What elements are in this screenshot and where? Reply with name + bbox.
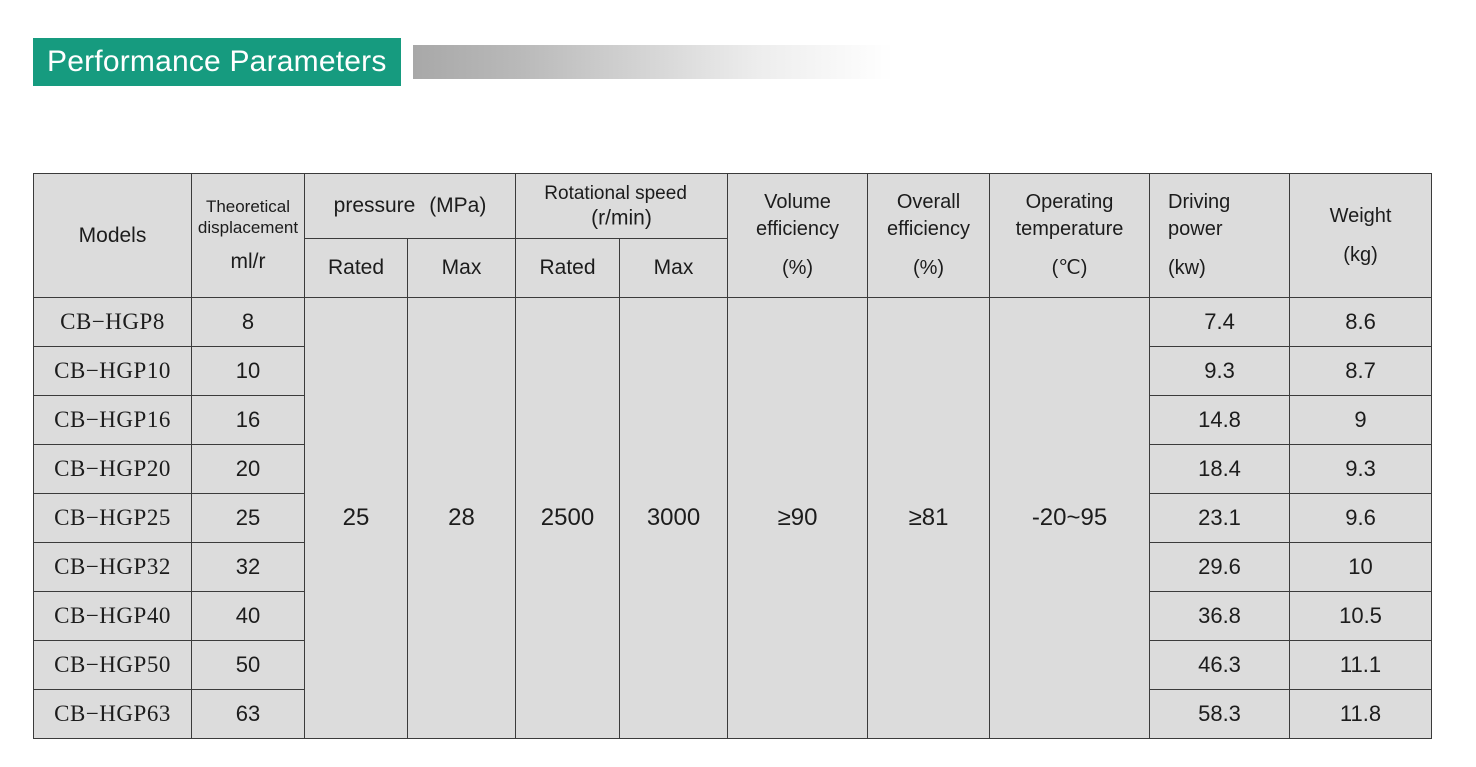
cell-displacement: 50 bbox=[192, 641, 305, 690]
header-volume-efficiency-label: Volume efficiency bbox=[756, 191, 840, 240]
cell-pressure-rated: 25 bbox=[305, 298, 408, 739]
header-models: Models bbox=[34, 174, 192, 298]
cell-weight: 11.1 bbox=[1290, 641, 1432, 690]
header-weight bbox=[1290, 174, 1432, 298]
header-driving-power bbox=[1150, 174, 1290, 298]
cell-volume-efficiency: ≥90 bbox=[728, 298, 868, 739]
cell-weight: 11.8 bbox=[1290, 690, 1432, 739]
header-operating-temperature-label: Operating temperature bbox=[1015, 191, 1124, 240]
table-header-row-1 bbox=[34, 174, 1432, 239]
cell-model: CB−HGP63 bbox=[34, 690, 192, 739]
cell-displacement: 8 bbox=[192, 298, 305, 347]
header-weight-unit: (kg) bbox=[1343, 243, 1378, 266]
header-theoretical-displacement-label: Theoretical displacement bbox=[197, 197, 299, 238]
header-pressure bbox=[305, 174, 516, 239]
cell-overall-efficiency: ≥81 bbox=[868, 298, 990, 739]
cell-displacement: 63 bbox=[192, 690, 305, 739]
cell-model: CB−HGP10 bbox=[34, 347, 192, 396]
cell-pressure-max: 28 bbox=[408, 298, 516, 739]
cell-displacement: 10 bbox=[192, 347, 305, 396]
header-volume-efficiency-unit: (%) bbox=[781, 257, 814, 279]
header-rotational-speed-label: Rotational speed bbox=[544, 183, 687, 205]
page-title-banner bbox=[33, 38, 893, 86]
cell-driving-power: 18.4 bbox=[1150, 445, 1290, 494]
table-row bbox=[34, 298, 1432, 347]
cell-driving-power: 14.8 bbox=[1150, 396, 1290, 445]
header-driving-power-label: Driving power bbox=[1168, 191, 1231, 240]
cell-weight: 8.6 bbox=[1290, 298, 1432, 347]
header-operating-temperature-unit: (℃) bbox=[1051, 257, 1088, 279]
header-operating-temperature bbox=[990, 174, 1150, 298]
header-speed-max: Max bbox=[620, 239, 728, 298]
cell-weight: 9 bbox=[1290, 396, 1432, 445]
header-speed-rated: Rated bbox=[516, 239, 620, 298]
page-title: Performance Parameters bbox=[33, 38, 401, 86]
cell-speed-max: 3000 bbox=[620, 298, 728, 739]
header-pressure-unit: (MPa) bbox=[429, 194, 487, 217]
cell-weight: 9.3 bbox=[1290, 445, 1432, 494]
performance-parameters-table bbox=[33, 173, 1431, 739]
cell-model: CB−HGP16 bbox=[34, 396, 192, 445]
cell-model: CB−HGP25 bbox=[34, 494, 192, 543]
cell-weight: 9.6 bbox=[1290, 494, 1432, 543]
header-overall-efficiency bbox=[868, 174, 990, 298]
cell-driving-power: 58.3 bbox=[1150, 690, 1290, 739]
cell-driving-power: 36.8 bbox=[1150, 592, 1290, 641]
header-pressure-label: pressure bbox=[333, 194, 416, 217]
title-gradient-decoration bbox=[413, 45, 893, 79]
cell-driving-power: 9.3 bbox=[1150, 347, 1290, 396]
cell-driving-power: 7.4 bbox=[1150, 298, 1290, 347]
cell-displacement: 25 bbox=[192, 494, 305, 543]
header-driving-power-unit: (kw) bbox=[1168, 257, 1206, 279]
header-volume-efficiency bbox=[728, 174, 868, 298]
cell-model: CB−HGP8 bbox=[34, 298, 192, 347]
cell-operating-temperature: -20~95 bbox=[990, 298, 1150, 739]
cell-driving-power: 29.6 bbox=[1150, 543, 1290, 592]
cell-weight: 8.7 bbox=[1290, 347, 1432, 396]
cell-driving-power: 46.3 bbox=[1150, 641, 1290, 690]
cell-model: CB−HGP32 bbox=[34, 543, 192, 592]
cell-model: CB−HGP20 bbox=[34, 445, 192, 494]
cell-displacement: 32 bbox=[192, 543, 305, 592]
cell-weight: 10 bbox=[1290, 543, 1432, 592]
cell-displacement: 40 bbox=[192, 592, 305, 641]
header-overall-efficiency-unit: (%) bbox=[912, 257, 945, 279]
header-rotational-speed-unit: (r/min) bbox=[591, 206, 652, 230]
header-weight-label: Weight bbox=[1329, 204, 1392, 227]
cell-displacement: 20 bbox=[192, 445, 305, 494]
cell-model: CB−HGP40 bbox=[34, 592, 192, 641]
cell-driving-power: 23.1 bbox=[1150, 494, 1290, 543]
header-pressure-rated: Rated bbox=[305, 239, 408, 298]
cell-model: CB−HGP50 bbox=[34, 641, 192, 690]
cell-speed-rated: 2500 bbox=[516, 298, 620, 739]
header-theoretical-displacement bbox=[192, 174, 305, 298]
header-overall-efficiency-label: Overall efficiency bbox=[887, 191, 971, 240]
spec-table bbox=[33, 173, 1432, 739]
header-pressure-max: Max bbox=[408, 239, 516, 298]
header-theoretical-displacement-unit: ml/r bbox=[230, 249, 266, 273]
cell-weight: 10.5 bbox=[1290, 592, 1432, 641]
header-rotational-speed bbox=[516, 174, 728, 239]
cell-displacement: 16 bbox=[192, 396, 305, 445]
